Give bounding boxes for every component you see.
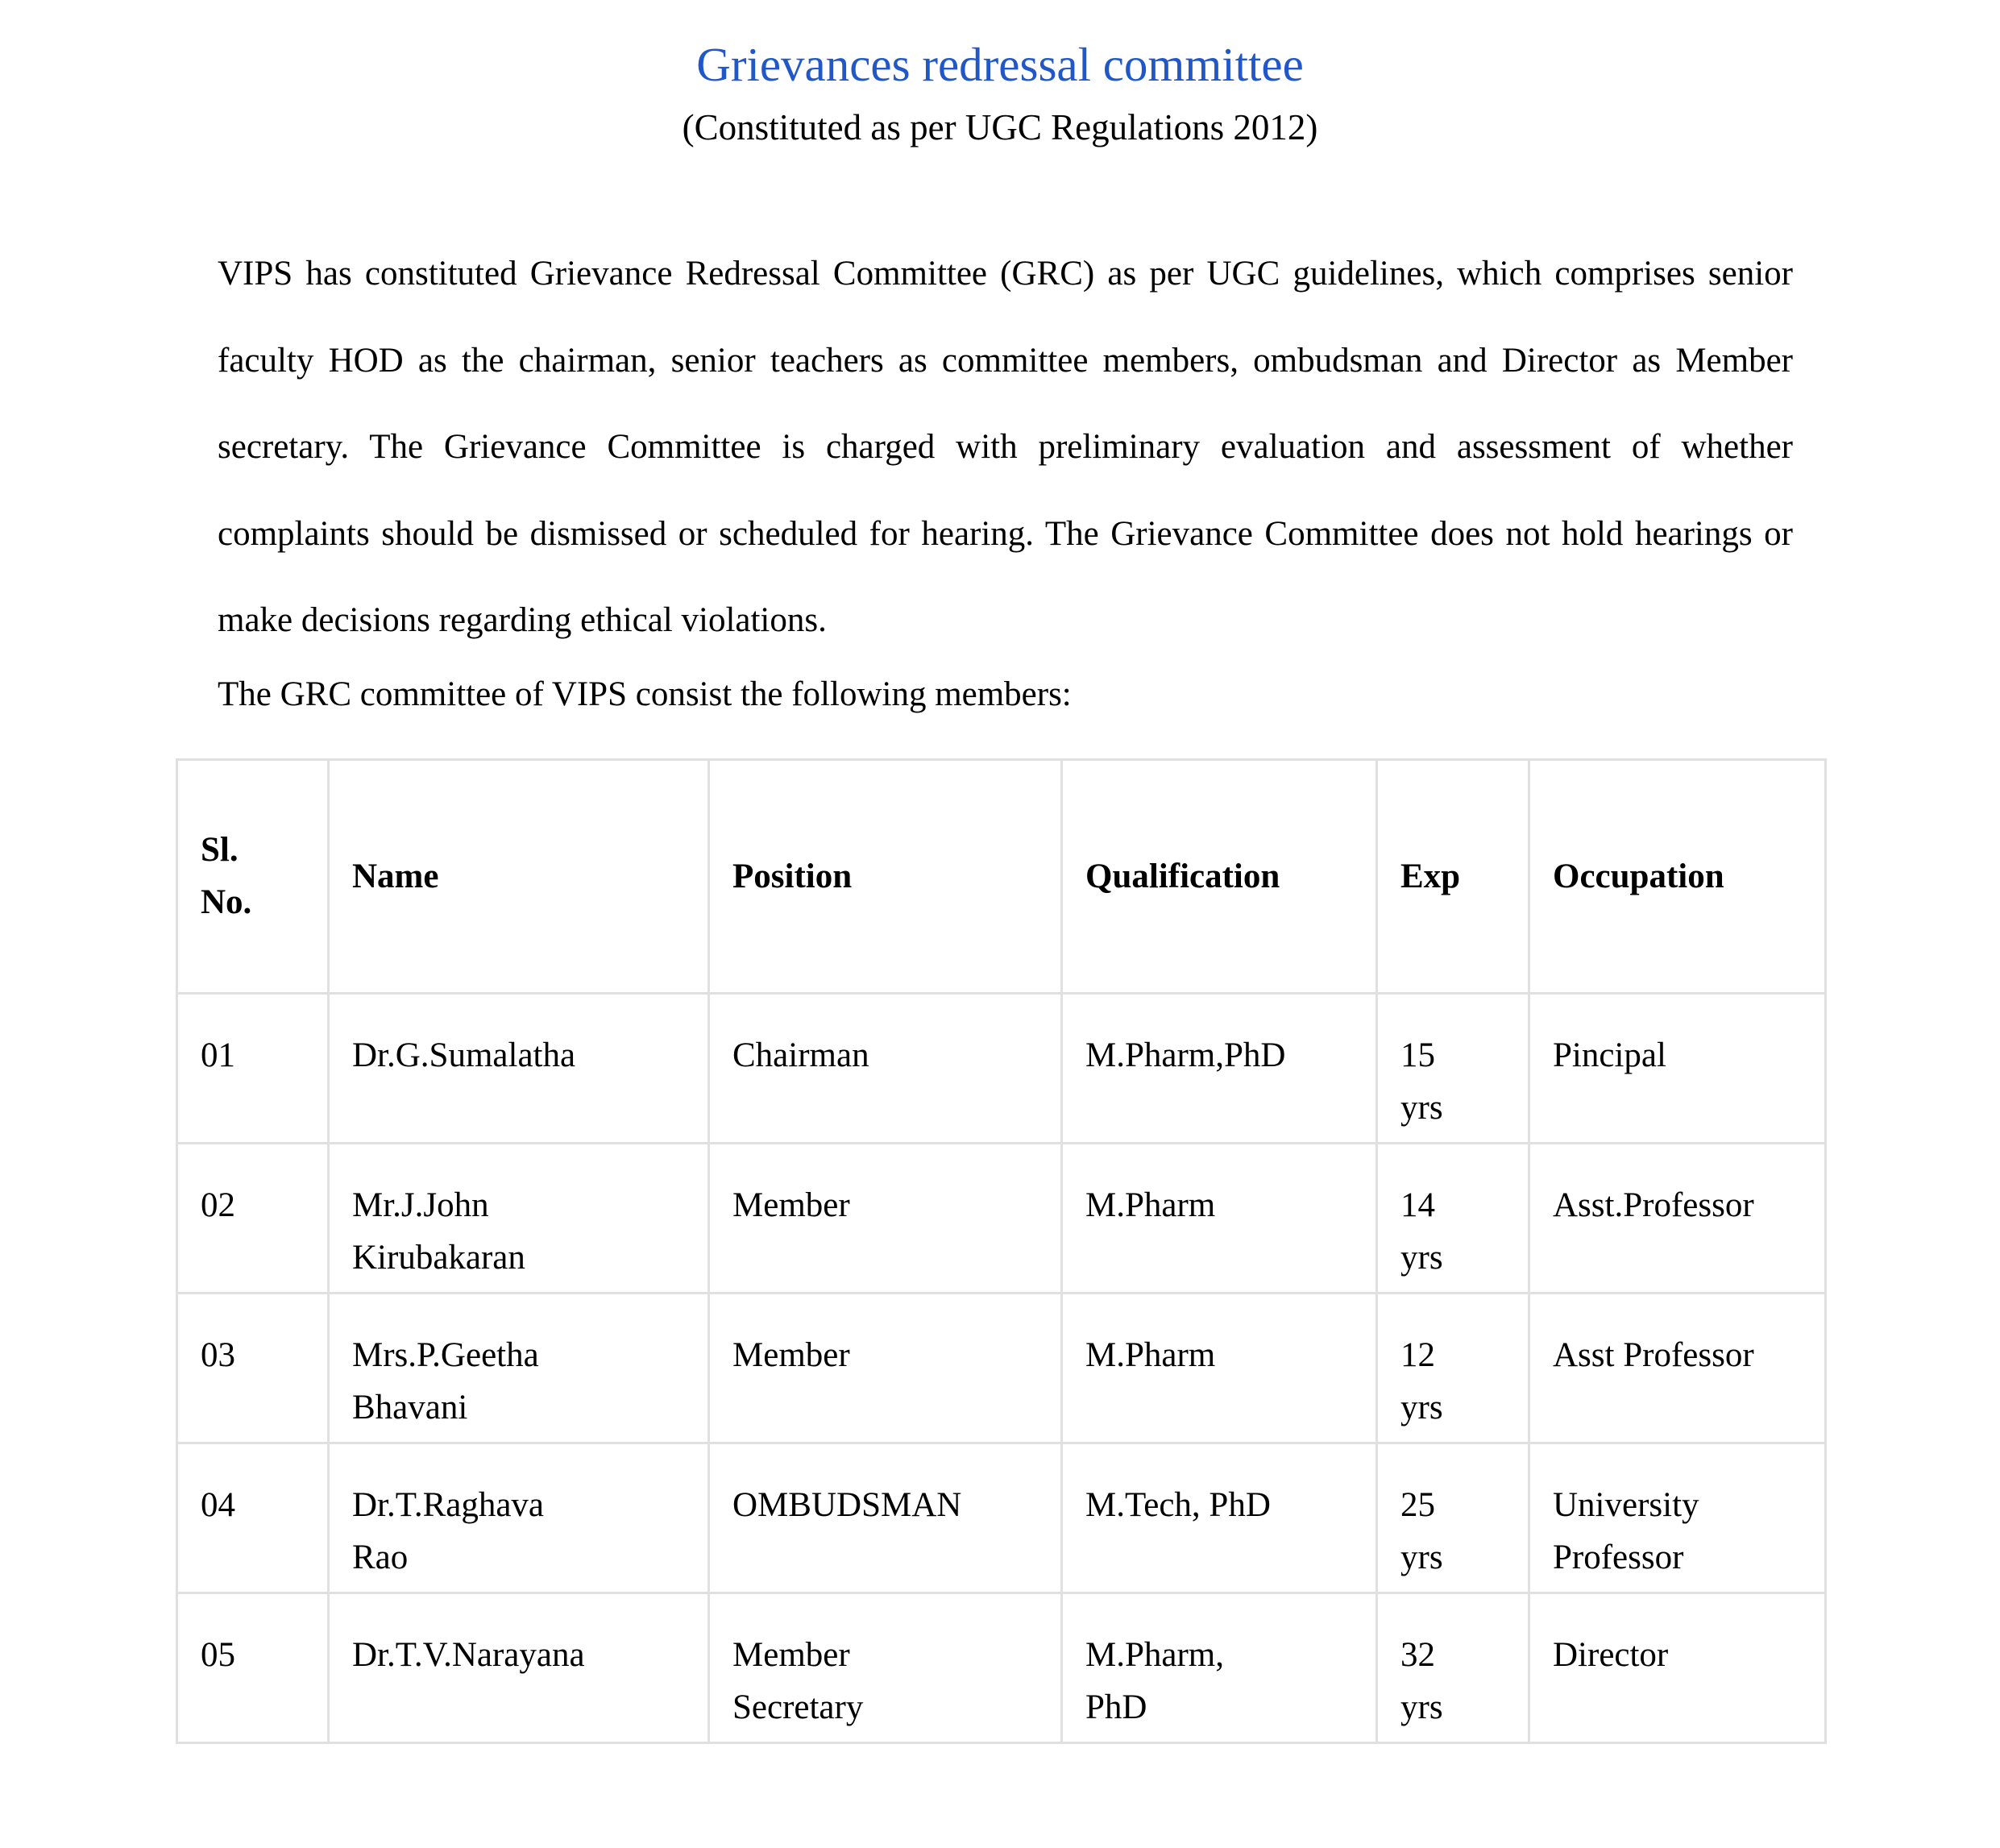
cell-line: Occupation xyxy=(1553,857,1724,895)
cell-line: Member xyxy=(732,1336,850,1375)
cell-line: M.Pharm,PhD xyxy=(1085,1036,1286,1075)
table-cell-position xyxy=(709,994,1062,1144)
cell-line: 01 xyxy=(201,1036,235,1075)
cell-line: yrs xyxy=(1400,1538,1443,1576)
table-cell-qualification xyxy=(1062,1294,1377,1443)
cell-line: M.Pharm xyxy=(1085,1186,1216,1225)
cell-line: yrs xyxy=(1400,1088,1443,1127)
cell-line: Bhavani xyxy=(352,1388,468,1426)
table-cell-occupation xyxy=(1529,1443,1826,1593)
cell-line: Dr.G.Sumalatha xyxy=(352,1036,576,1075)
cell-line: Exp xyxy=(1400,857,1461,895)
cell-line: 12 xyxy=(1400,1336,1435,1375)
table-cell-exp xyxy=(1377,1443,1529,1593)
cell-line: 04 xyxy=(201,1486,235,1525)
table-cell-exp xyxy=(1377,1593,1529,1743)
intro-paragraph: VIPS has constituted Grievance Redressal Committee (GRC) as per UGC guidelines, which comprises senior faculty HOD as the chairman, senior teachers as committee members, ombudsman and Director as Member secretary. The Grievance Committee is charged with preliminary evaluation and assessment of whether complaints should be dismissed or scheduled for hearing. The Grievance Committee does not hold hearings or make decisions regarding ethical violations. xyxy=(218,255,1793,639)
cell-line: Pincipal xyxy=(1553,1036,1666,1075)
table-cell-sl-no xyxy=(177,1443,329,1593)
cell-line: 14 xyxy=(1400,1186,1435,1225)
cell-line: 03 xyxy=(201,1336,235,1375)
table-cell-name xyxy=(329,1443,709,1593)
cell-line: 05 xyxy=(201,1636,235,1675)
table-cell-occupation xyxy=(1529,1144,1826,1294)
table-cell-position xyxy=(709,1443,1062,1593)
table-cell-qualification xyxy=(1062,1144,1377,1294)
cell-line: PhD xyxy=(1085,1688,1147,1726)
column-header-qualification xyxy=(1062,760,1377,994)
table-cell-exp xyxy=(1377,994,1529,1144)
cell-line: Secretary xyxy=(732,1688,864,1726)
table-cell-position xyxy=(709,1593,1062,1743)
table-cell-name xyxy=(329,1144,709,1294)
cell-line: Dr.T.V.Narayana xyxy=(352,1636,585,1675)
table-cell-sl-no xyxy=(177,1593,329,1743)
cell-line: 25 xyxy=(1400,1486,1435,1525)
table-cell-occupation xyxy=(1529,994,1826,1144)
members-table xyxy=(176,758,1827,1744)
table-row xyxy=(177,1443,1826,1593)
cell-line: M.Pharm xyxy=(1085,1336,1216,1375)
table-cell-sl-no xyxy=(177,1144,329,1294)
cell-line: Member xyxy=(732,1636,850,1675)
cell-line: Mr.J.John xyxy=(352,1186,489,1225)
cell-line: Asst.Professor xyxy=(1553,1186,1754,1225)
cell-line: 02 xyxy=(201,1186,235,1225)
column-header-name xyxy=(329,760,709,994)
table-cell-name xyxy=(329,1294,709,1443)
column-header-position xyxy=(709,760,1062,994)
table-cell-sl-no xyxy=(177,994,329,1144)
cell-line: Dr.T.Raghava xyxy=(352,1486,545,1525)
table-cell-name xyxy=(329,994,709,1144)
cell-line: Kirubakaran xyxy=(352,1238,525,1277)
table-header-row xyxy=(177,760,1826,994)
table-row xyxy=(177,1144,1826,1294)
cell-line: 15 xyxy=(1400,1036,1435,1075)
table-cell-position xyxy=(709,1144,1062,1294)
cell-line: Rao xyxy=(352,1538,409,1576)
table-cell-exp xyxy=(1377,1294,1529,1443)
table-cell-occupation xyxy=(1529,1294,1826,1443)
table-lead-in: The GRC committee of VIPS consist the following members: xyxy=(218,675,1072,713)
table-row xyxy=(177,994,1826,1144)
column-header-occupation xyxy=(1529,760,1826,994)
cell-line: University xyxy=(1553,1486,1699,1525)
cell-line: M.Tech, PhD xyxy=(1085,1486,1271,1525)
cell-line: Director xyxy=(1553,1636,1669,1675)
table-row xyxy=(177,1593,1826,1743)
cell-line: No. xyxy=(201,882,252,921)
cell-line: Sl. xyxy=(201,831,239,870)
cell-line: Position xyxy=(732,857,853,895)
cell-line: Qualification xyxy=(1085,857,1280,895)
cell-line: M.Pharm, xyxy=(1085,1636,1224,1675)
table-cell-occupation xyxy=(1529,1593,1826,1743)
cell-line: 32 xyxy=(1400,1636,1435,1675)
column-header-exp xyxy=(1377,760,1529,994)
table-body xyxy=(177,994,1826,1743)
table-cell-qualification xyxy=(1062,1443,1377,1593)
table-cell-exp xyxy=(1377,1144,1529,1294)
table-cell-name xyxy=(329,1593,709,1743)
column-header-sl-no xyxy=(177,760,329,994)
table-cell-qualification xyxy=(1062,1593,1377,1743)
cell-line: yrs xyxy=(1400,1388,1443,1426)
page-title: Grievances redressal committee xyxy=(696,38,1304,91)
cell-line: Asst Professor xyxy=(1553,1336,1754,1375)
page-subtitle: (Constituted as per UGC Regulations 2012) xyxy=(682,106,1318,147)
cell-line: yrs xyxy=(1400,1238,1443,1277)
table-row xyxy=(177,1294,1826,1443)
cell-line: Professor xyxy=(1553,1538,1684,1576)
cell-line: Mrs.P.Geetha xyxy=(352,1336,539,1375)
cell-line: OMBUDSMAN xyxy=(732,1486,962,1525)
table-cell-sl-no xyxy=(177,1294,329,1443)
table-cell-position xyxy=(709,1294,1062,1443)
cell-line: Name xyxy=(352,857,439,895)
cell-line: yrs xyxy=(1400,1688,1443,1726)
cell-line: Chairman xyxy=(732,1036,869,1075)
cell-line: Member xyxy=(732,1186,850,1225)
table-cell-qualification xyxy=(1062,994,1377,1144)
